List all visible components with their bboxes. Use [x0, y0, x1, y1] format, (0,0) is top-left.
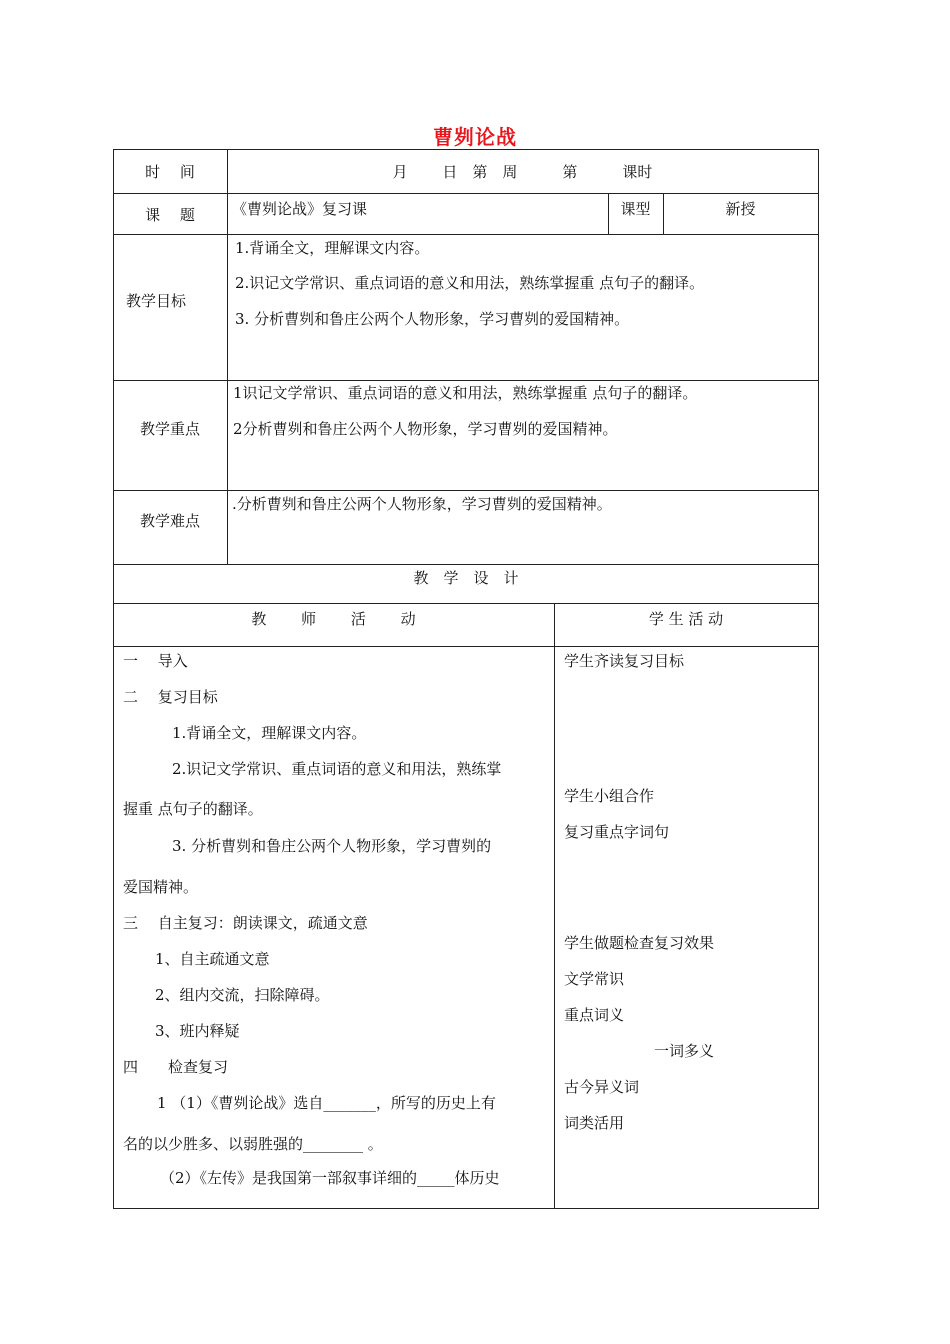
design-header: 教 学 设 计 [413, 569, 519, 587]
student-activity-header: 学 生 活 动 [648, 610, 724, 628]
teacher-line: 一 导入 [123, 652, 188, 670]
goal-item: 2.识记文学常识、重点词语的意义和用法，熟练掌握重 点句子的翻译。 [235, 274, 705, 292]
student-line: 学生齐读复习目标 [564, 652, 685, 670]
teacher-line: 1.背诵全文，理解课文内容。 [172, 724, 367, 742]
teacher-line: 1、自主疏通文意 [155, 950, 270, 968]
key-points-label: 教学重点 [139, 420, 200, 438]
teacher-line: 2、组内交流，扫除障碍。 [155, 986, 330, 1004]
teacher-line: 3. 分析曹刿和鲁庄公两个人物形象，学习曹刿的 [172, 837, 492, 855]
document-title: 曹刿论战 [433, 125, 517, 149]
student-line: 复习重点字词句 [564, 823, 670, 841]
student-line: 学生小组合作 [564, 787, 655, 805]
teacher-line: 握重 点句子的翻译。 [123, 800, 263, 818]
student-line: 学生做题检查复习效果 [564, 934, 715, 952]
teacher-line: 3、班内释疑 [155, 1022, 240, 1040]
topic-value: 《曹刿论战》复习课 [232, 200, 368, 218]
type-value: 新授 [725, 200, 756, 218]
time-label: 时 间 [145, 163, 195, 181]
student-line: 古今异义词 [564, 1078, 640, 1096]
topic-label: 课 题 [145, 206, 195, 224]
goals-label: 教学目标 [125, 292, 186, 310]
goal-item: 1.背诵全文，理解课文内容。 [235, 239, 430, 257]
difficulty-item: .分析曹刿和鲁庄公两个人物形象，学习曹刿的爱国精神。 [232, 495, 612, 513]
goal-item: 3. 分析曹刿和鲁庄公两个人物形象，学习曹刿的爱国精神。 [235, 310, 630, 328]
student-line: 词类活用 [564, 1114, 625, 1132]
teacher-line: 四 检查复习 [123, 1058, 229, 1076]
teacher-activity-header: 教 师 活 动 [251, 610, 416, 628]
teacher-line: 二 复习目标 [123, 688, 218, 706]
key-point-item: 1识记文学常识、重点词语的意义和用法，熟练掌握重 点句子的翻译。 [233, 384, 698, 402]
difficulties-label: 教学难点 [139, 512, 200, 530]
teacher-line: （2）《左传》是我国第一部叙事详细的_____体历史 [160, 1169, 500, 1187]
type-label: 课型 [620, 200, 651, 218]
student-line: 文学常识 [564, 970, 625, 988]
teacher-line: 爱国精神。 [123, 878, 199, 896]
teacher-line: 名的以少胜多、以弱胜强的________ 。 [123, 1135, 383, 1153]
student-line: 一词多义 [654, 1042, 715, 1060]
time-value: 月 日 第 周 第 课时 [392, 163, 653, 181]
teacher-line: 1 （1）《曹刿论战》选自_______，所写的历史上有 [157, 1094, 496, 1112]
teacher-line: 三 自主复习：朗读课文，疏通文意 [123, 914, 368, 932]
teacher-line: 2.识记文学常识、重点词语的意义和用法，熟练掌 [172, 760, 502, 778]
key-point-item: 2分析曹刿和鲁庄公两个人物形象，学习曹刿的爱国精神。 [233, 420, 618, 438]
student-line: 重点词义 [564, 1006, 625, 1024]
